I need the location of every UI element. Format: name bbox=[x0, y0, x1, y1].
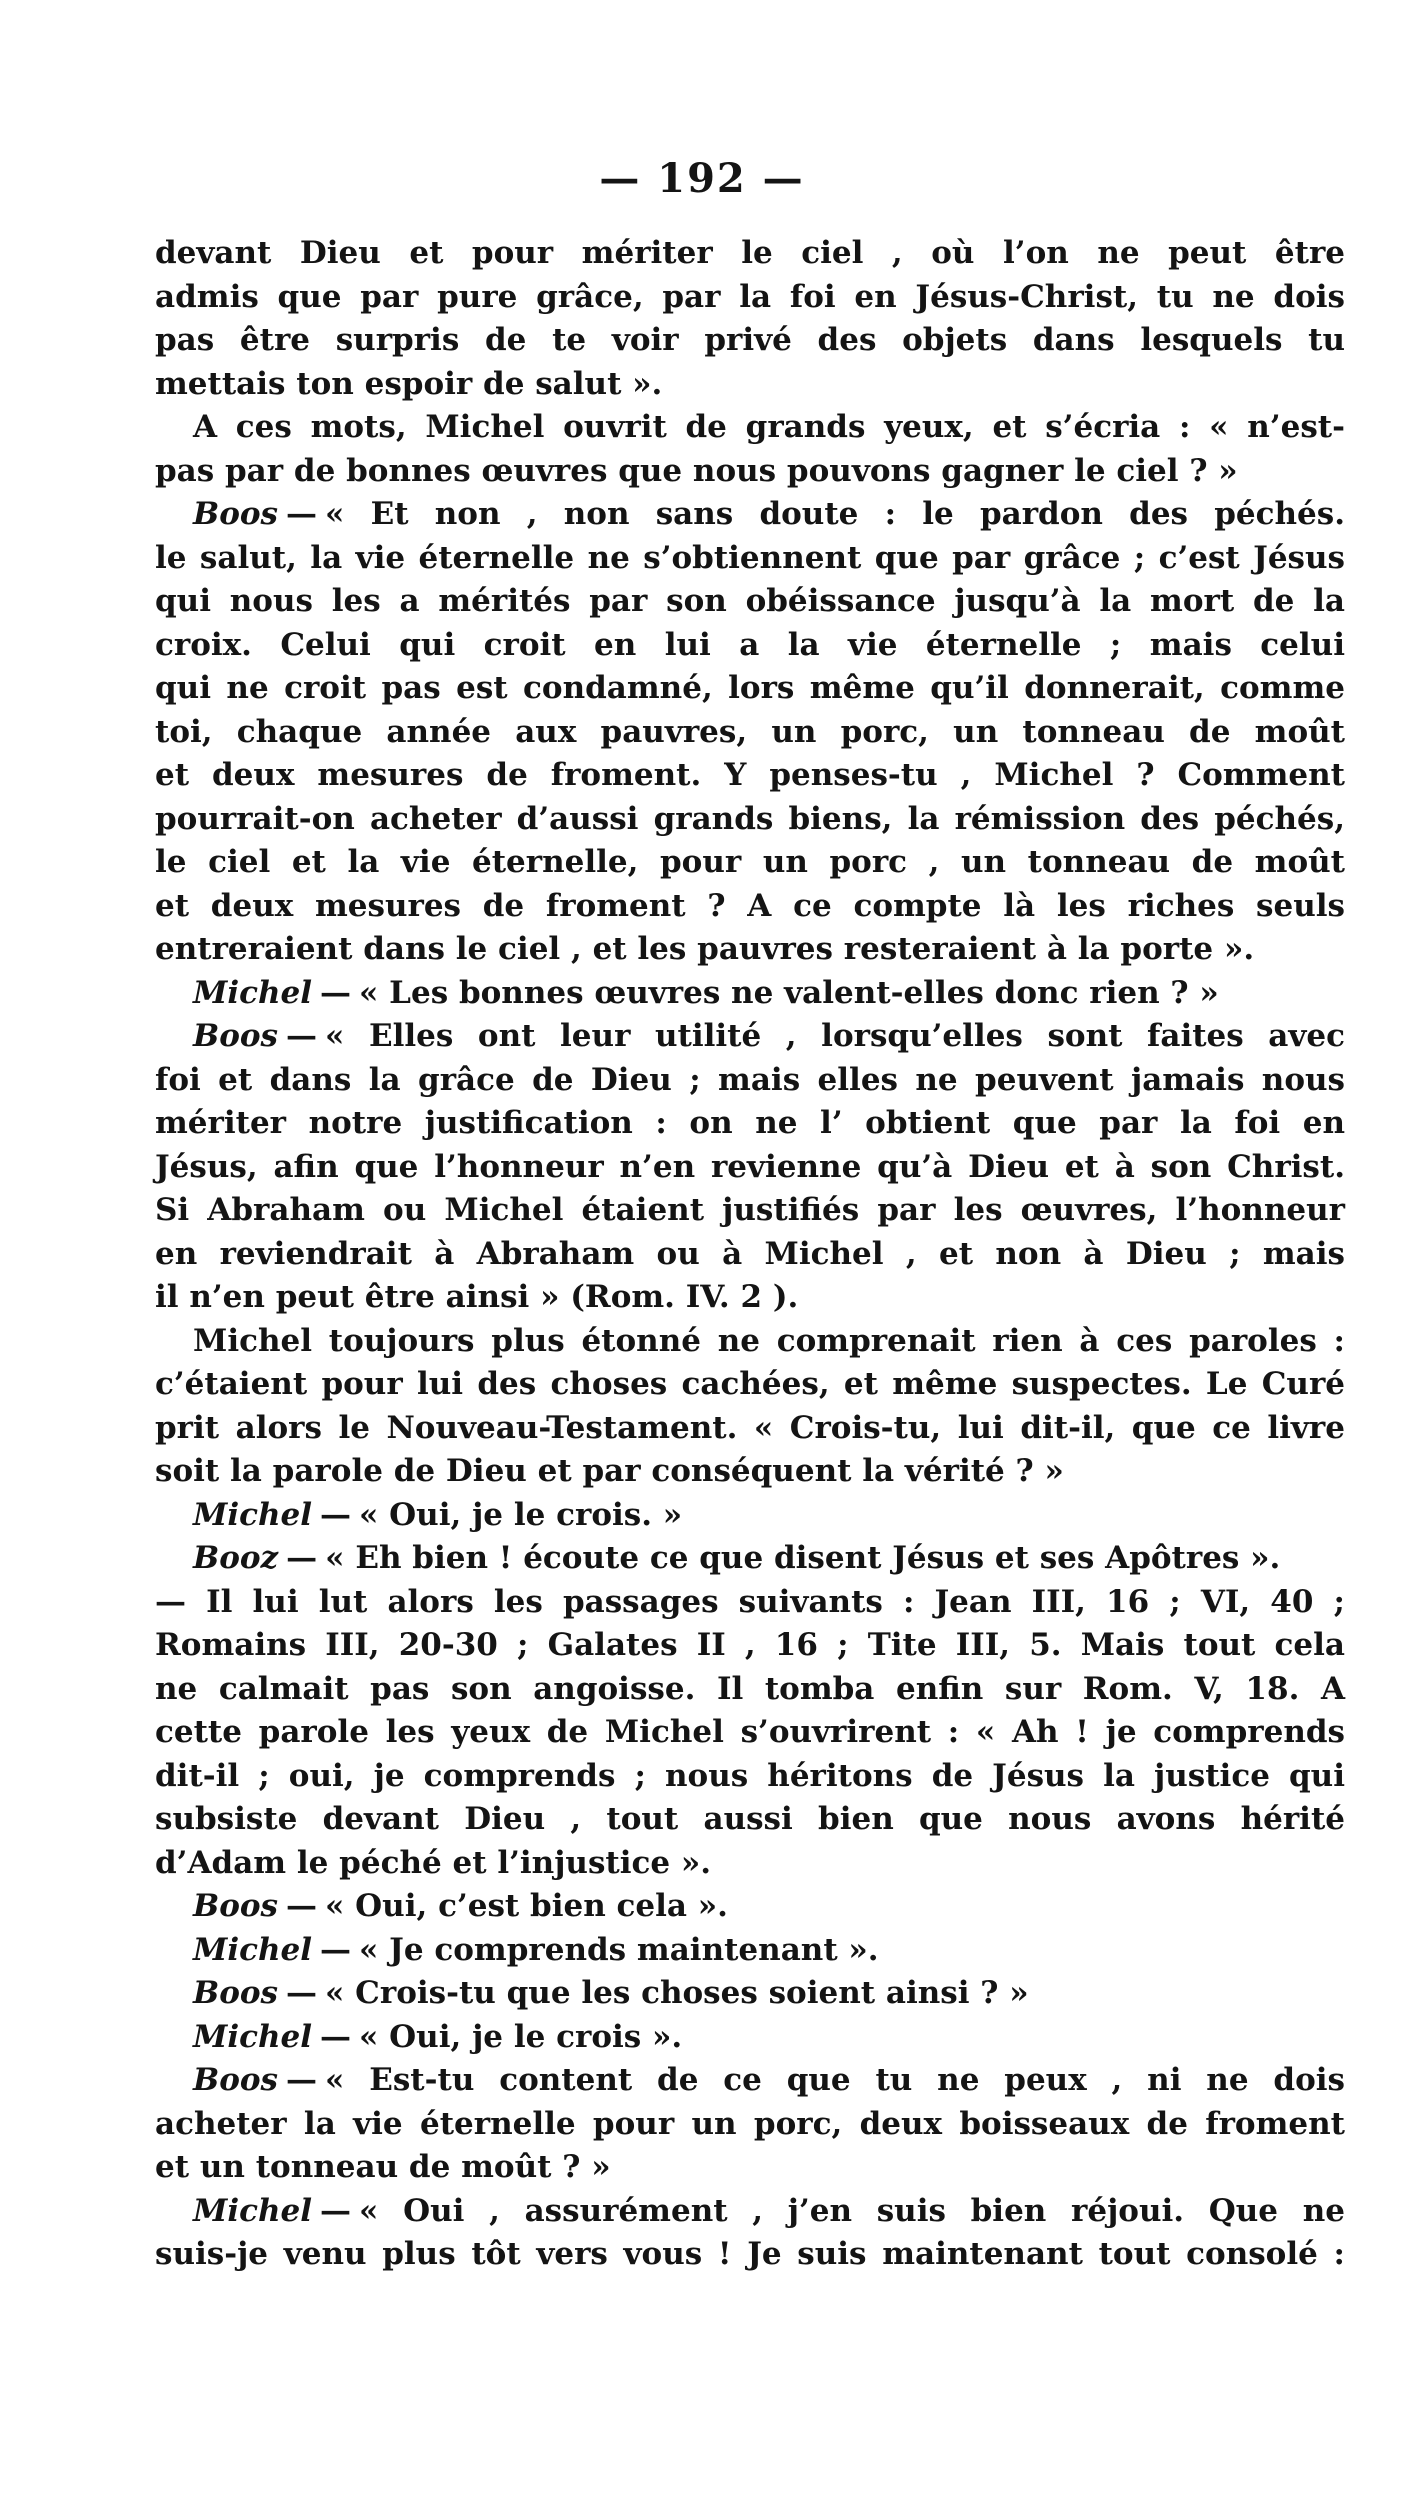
line-text: prit alors le Nouveau-Testament. « Crois-tu, lui dit-il, que ce livre bbox=[155, 1409, 1345, 1446]
text-line bbox=[155, 1102, 1345, 1146]
text-line bbox=[155, 1972, 1345, 2016]
text-line bbox=[155, 1581, 1345, 1625]
dialogue-dash: — bbox=[286, 1018, 318, 1054]
text-line bbox=[155, 1537, 1345, 1581]
text-line bbox=[155, 1320, 1345, 1364]
text-line bbox=[155, 1668, 1345, 1712]
text-line bbox=[155, 711, 1345, 755]
line-text: en reviendrait à Abraham ou à Michel , et non à Dieu ; mais bbox=[155, 1235, 1345, 1272]
text-line bbox=[155, 1798, 1345, 1842]
speaker-name: Boos bbox=[193, 1975, 279, 2011]
line-text: « Eh bien ! écoute ce que disent Jésus et ses Apôtres ». bbox=[325, 1540, 1281, 1576]
text-line bbox=[155, 667, 1345, 711]
text-line bbox=[155, 1755, 1345, 1799]
text-line bbox=[155, 1189, 1345, 1233]
text-line bbox=[155, 2016, 1345, 2060]
line-text: et un tonneau de moût ? » bbox=[155, 2149, 611, 2185]
text-line bbox=[155, 1059, 1345, 1103]
text-line bbox=[155, 319, 1345, 363]
line-text: subsiste devant Dieu , tout aussi bien que nous avons hérité bbox=[155, 1801, 1345, 1837]
line-text: « Est-tu content de ce que tu ne peux , ni ne dois bbox=[325, 2062, 1345, 2098]
speaker-name: Michel bbox=[193, 1496, 313, 1533]
text-line bbox=[155, 1363, 1345, 1407]
line-text: toi, chaque année aux pauvres, un porc, un tonneau de moût bbox=[155, 713, 1345, 750]
text-line bbox=[155, 450, 1345, 494]
dialogue-dash: — bbox=[320, 2018, 352, 2055]
text-line bbox=[155, 2190, 1345, 2234]
dialogue-dash: — bbox=[286, 1540, 318, 1576]
text-line bbox=[155, 1233, 1345, 1277]
line-text: qui ne croit pas est condamné, lors même qu’il donnerait, comme bbox=[155, 670, 1345, 706]
line-text: « Oui, c’est bien cela ». bbox=[325, 1888, 728, 1924]
line-text: et deux mesures de froment. Y penses-tu , Michel ? Comment bbox=[155, 757, 1345, 793]
speaker-name: Michel bbox=[193, 2018, 313, 2055]
text-line bbox=[155, 885, 1345, 929]
line-text: pourrait-on acheter d’aussi grands biens, la rémission des péchés, bbox=[155, 800, 1345, 837]
text-line bbox=[155, 1494, 1345, 1538]
dialogue-dash: — bbox=[320, 2192, 352, 2229]
text-line bbox=[155, 841, 1345, 885]
text-line bbox=[155, 754, 1345, 798]
line-text: admis que par pure grâce, par la foi en Jésus-Christ, tu ne dois bbox=[155, 278, 1345, 315]
line-text: cette parole les yeux de Michel s’ouvrirent : « Ah ! je comprends bbox=[155, 1714, 1345, 1750]
line-text: qui nous les a mérités par son obéissance jusqu’à la mort de la bbox=[155, 583, 1345, 619]
line-text: pas être surpris de te voir privé des objets dans lesquels tu bbox=[155, 322, 1345, 358]
speaker-name: Boos bbox=[193, 1018, 279, 1054]
dialogue-dash: — bbox=[320, 1931, 352, 1968]
line-text: suis-je venu plus tôt vers vous ! Je suis maintenant tout consolé : bbox=[155, 2236, 1345, 2272]
line-text: entreraient dans le ciel , et les pauvres resteraient à la porte ». bbox=[155, 931, 1255, 967]
dialogue-dash: — bbox=[320, 974, 352, 1011]
speaker-name: Booz bbox=[193, 1540, 279, 1576]
text-line bbox=[155, 276, 1345, 320]
text-line bbox=[155, 2146, 1345, 2190]
text-line bbox=[155, 624, 1345, 668]
line-text: « Oui, je le crois ». bbox=[359, 2018, 683, 2055]
text-line bbox=[155, 1624, 1345, 1668]
text-line bbox=[155, 537, 1345, 581]
line-text: acheter la vie éternelle pour un porc, deux boisseaux de froment bbox=[155, 2105, 1345, 2142]
text-line bbox=[155, 1146, 1345, 1190]
speaker-name: Boos bbox=[193, 496, 279, 532]
line-text: « Et non , non sans doute : le pardon des péchés. bbox=[325, 496, 1345, 532]
speaker-name: Boos bbox=[193, 1888, 279, 1924]
text-line bbox=[155, 1929, 1345, 1973]
text-line bbox=[155, 2059, 1345, 2103]
line-text: « Les bonnes œuvres ne valent-elles donc rien ? » bbox=[359, 974, 1219, 1011]
line-text: foi et dans la grâce de Dieu ; mais elles ne peuvent jamais nous bbox=[155, 1061, 1345, 1098]
line-text: le salut, la vie éternelle ne s’obtiennent que par grâce ; c’est Jésus bbox=[155, 539, 1345, 576]
line-text: — Il lui lut alors les passages suivants : Jean III, 16 ; VI, 40 ; bbox=[155, 1583, 1345, 1620]
line-text: Si Abraham ou Michel étaient justifiés par les œuvres, l’honneur bbox=[155, 1192, 1345, 1228]
text-line bbox=[155, 1842, 1345, 1886]
line-text: mettais ton espoir de salut ». bbox=[155, 365, 663, 402]
dialogue-dash: — bbox=[286, 496, 318, 532]
line-text: il n’en peut être ainsi » (Rom. IV. 2 ). bbox=[155, 1279, 799, 1315]
text-line bbox=[155, 1407, 1345, 1451]
dialogue-dash: — bbox=[320, 1496, 352, 1533]
text-line bbox=[155, 2233, 1345, 2277]
line-text: « Je comprends maintenant ». bbox=[359, 1931, 879, 1968]
line-text: ne calmait pas son angoisse. Il tomba enfin sur Rom. V, 18. A bbox=[155, 1670, 1345, 1707]
line-text: mériter notre justification : on ne l’ obtient que par la foi en bbox=[155, 1105, 1345, 1141]
text-line bbox=[155, 580, 1345, 624]
line-text: A ces mots, Michel ouvrit de grands yeux, et s’écria : « n’est- bbox=[193, 409, 1345, 445]
page-number: — 192 — bbox=[599, 155, 805, 202]
speaker-name: Michel bbox=[193, 1931, 313, 1968]
line-text: devant Dieu et pour mériter le ciel , où l’on ne peut être bbox=[155, 235, 1345, 271]
text-line bbox=[155, 493, 1345, 537]
dialogue-dash: — bbox=[286, 1888, 318, 1924]
line-text: « Oui , assurément , j’en suis bien réjoui. Que ne bbox=[359, 2192, 1345, 2229]
line-text: « Elles ont leur utilité , lorsqu’elles sont faites avec bbox=[325, 1018, 1345, 1054]
line-text: d’Adam le péché et l’injustice ». bbox=[155, 1844, 712, 1881]
dialogue-dash: — bbox=[286, 1975, 318, 2011]
line-text: soit la parole de Dieu et par conséquent la vérité ? » bbox=[155, 1453, 1064, 1489]
speaker-name: Michel bbox=[193, 974, 313, 1011]
text-line bbox=[155, 1711, 1345, 1755]
line-text: Michel toujours plus étonné ne comprenait rien à ces paroles : bbox=[193, 1322, 1345, 1359]
line-text: Romains III, 20-30 ; Galates II , 16 ; Tite III, 5. Mais tout cela bbox=[155, 1627, 1345, 1663]
text-line bbox=[155, 1450, 1345, 1494]
speaker-name: Boos bbox=[193, 2062, 279, 2098]
line-text: le ciel et la vie éternelle, pour un porc , un tonneau de moût bbox=[155, 844, 1345, 880]
body-text bbox=[155, 232, 1345, 2277]
line-text: « Oui, je le crois. » bbox=[359, 1496, 683, 1533]
line-text: Jésus, afin que l’honneur n’en revienne qu’à Dieu et à son Christ. bbox=[155, 1148, 1345, 1185]
line-text: « Crois-tu que les choses soient ainsi ? » bbox=[325, 1975, 1029, 2011]
line-text: pas par de bonnes œuvres que nous pouvons gagner le ciel ? » bbox=[155, 452, 1238, 489]
text-line bbox=[155, 928, 1345, 972]
line-text: dit-il ; oui, je comprends ; nous héritons de Jésus la justice qui bbox=[155, 1757, 1345, 1794]
text-line bbox=[155, 1015, 1345, 1059]
text-line bbox=[155, 1276, 1345, 1320]
text-line bbox=[155, 363, 1345, 407]
text-line bbox=[155, 798, 1345, 842]
text-line bbox=[155, 972, 1345, 1016]
line-text: et deux mesures de froment ? A ce compte là les riches seuls bbox=[155, 887, 1345, 924]
text-line bbox=[155, 1885, 1345, 1929]
dialogue-dash: — bbox=[286, 2062, 318, 2098]
text-line bbox=[155, 232, 1345, 276]
line-text: croix. Celui qui croit en lui a la vie éternelle ; mais celui bbox=[155, 626, 1345, 663]
speaker-name: Michel bbox=[193, 2192, 313, 2229]
line-text: c’étaient pour lui des choses cachées, et même suspectes. Le Curé bbox=[155, 1366, 1345, 1402]
text-line bbox=[155, 406, 1345, 450]
text-line bbox=[155, 2103, 1345, 2147]
